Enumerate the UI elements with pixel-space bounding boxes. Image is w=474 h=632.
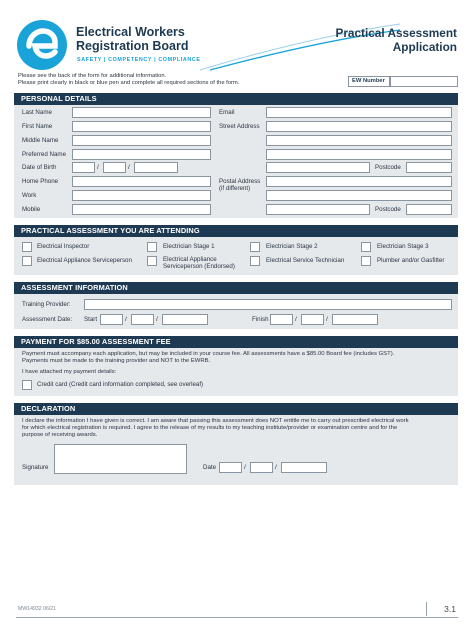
page-number: 3.1 — [426, 602, 458, 616]
first-name-field[interactable] — [72, 121, 211, 132]
start-year-field[interactable] — [162, 314, 208, 325]
postal-if-different-label: (if different) — [219, 185, 251, 192]
payment-line1: Payment must accompany each application, but may be included in your course fee. All assessments have a $85.00 Board fee (includes GST). — [22, 351, 395, 357]
declaration-slash-1: / — [244, 464, 246, 471]
mobile-label: Mobile — [22, 206, 41, 213]
form-title-line1: Practical Assessment — [335, 26, 457, 40]
street-address-field-4[interactable] — [266, 162, 370, 173]
signature-field[interactable] — [54, 444, 187, 474]
start-slash-1: / — [125, 316, 127, 323]
option-electrician-stage-1: Electrician Stage 1 — [163, 243, 215, 250]
last-name-label: Last Name — [22, 109, 52, 116]
dob-month-field[interactable] — [103, 162, 126, 173]
checkbox-appliance-serviceperson-endorsed[interactable] — [147, 256, 157, 266]
checkbox-credit-card[interactable] — [22, 380, 32, 390]
street-address-field-2[interactable] — [266, 135, 452, 146]
middle-name-field[interactable] — [72, 135, 211, 146]
declaration-line2: for which electrical registration is required. I agree to the release of my results to my teaching institute/provider or examination centre and for the — [22, 425, 398, 431]
street-address-label: Street Address — [219, 123, 260, 130]
org-name-line1: Electrical Workers — [76, 25, 185, 39]
street-address-field-1[interactable] — [266, 121, 452, 132]
email-field[interactable] — [266, 107, 452, 118]
postal-address-field-3[interactable] — [266, 204, 370, 215]
form-code: MW14932 06/21 — [18, 606, 57, 612]
email-label: Email — [219, 109, 235, 116]
intro-line1: Please see the back of the form for additional information. — [18, 73, 167, 79]
option-electrician-stage-2: Electrician Stage 2 — [266, 243, 318, 250]
dob-slash-1: / — [97, 164, 99, 171]
dob-day-field[interactable] — [72, 162, 95, 173]
postcode-label: Postcode — [375, 164, 401, 171]
postal-address-label: Postal Address — [219, 178, 261, 185]
section-assessment-type-header: PRACTICAL ASSESSMENT YOU ARE ATTENDING — [14, 225, 458, 237]
section-personal-details-header: PERSONAL DETAILS — [14, 93, 458, 105]
start-label: Start — [84, 316, 98, 323]
start-day-field[interactable] — [100, 314, 123, 325]
start-slash-2: / — [156, 316, 158, 323]
dob-label: Date of Birth — [22, 164, 57, 171]
dob-slash-2: / — [128, 164, 130, 171]
finish-year-field[interactable] — [332, 314, 378, 325]
section-declaration-header: DECLARATION — [14, 403, 458, 415]
form-title-line2: Application — [392, 40, 457, 54]
finish-label: Finish — [252, 316, 269, 323]
payment-attached-label: I have attached my payment details: — [22, 369, 117, 375]
checkbox-electrical-inspector[interactable] — [22, 242, 32, 252]
finish-slash-1: / — [295, 316, 297, 323]
ew-number-field[interactable] — [390, 76, 458, 87]
checkbox-service-technician[interactable] — [250, 256, 260, 266]
checkbox-electrician-stage-1[interactable] — [147, 242, 157, 252]
checkbox-appliance-serviceperson[interactable] — [22, 256, 32, 266]
first-name-label: First Name — [22, 123, 53, 130]
preferred-name-label: Preferred Name — [22, 151, 67, 158]
declaration-month-field[interactable] — [250, 462, 273, 473]
work-phone-label: Work — [22, 192, 37, 199]
street-address-field-3[interactable] — [266, 149, 452, 160]
postcode-field[interactable] — [406, 162, 452, 173]
logo — [16, 19, 68, 71]
finish-month-field[interactable] — [301, 314, 324, 325]
declaration-day-field[interactable] — [219, 462, 242, 473]
work-phone-field[interactable] — [72, 190, 211, 201]
postcode2-field[interactable] — [406, 204, 452, 215]
checkbox-plumber-gasfitter[interactable] — [361, 256, 371, 266]
home-phone-field[interactable] — [72, 176, 211, 187]
declaration-date-label: Date — [203, 464, 217, 471]
postcode2-label: Postcode — [375, 206, 401, 213]
last-name-field[interactable] — [72, 107, 211, 118]
mobile-field[interactable] — [72, 204, 211, 215]
section-assessment-info-header: ASSESSMENT INFORMATION — [14, 282, 458, 294]
org-name-line2: Registration Board — [76, 39, 189, 53]
option-appliance-serviceperson: Electrical Appliance Serviceperson — [37, 257, 132, 264]
declaration-line1: I declare the information I have given is correct. I am aware that passing this assessment does NOT entitle me to carry out prescribed electrical work — [22, 418, 409, 424]
option-electrical-inspector: Electrical Inspector — [37, 243, 90, 250]
payment-line2: Payments must be made to the training provider and NOT to the EWRB. — [22, 358, 211, 364]
option-service-technician: Electrical Service Technician — [266, 257, 345, 264]
credit-card-label: Credit card (Credit card information completed, see overleaf) — [37, 381, 204, 388]
middle-name-label: Middle Name — [22, 137, 59, 144]
signature-label: Signature — [22, 464, 49, 471]
start-month-field[interactable] — [131, 314, 154, 325]
declaration-slash-2: / — [275, 464, 277, 471]
option-electrician-stage-3: Electrician Stage 3 — [377, 243, 429, 250]
ew-number-label: EW Number — [348, 76, 390, 87]
finish-slash-2: / — [326, 316, 328, 323]
postal-address-field-1[interactable] — [266, 176, 452, 187]
declaration-line3: purpose of receiving awards. — [22, 432, 98, 438]
training-provider-label: Training Provider: — [22, 301, 71, 308]
org-tagline: SAFETY | COMPETENCY | COMPLIANCE — [77, 57, 201, 63]
declaration-year-field[interactable] — [281, 462, 327, 473]
home-phone-label: Home Phone — [22, 178, 59, 185]
postal-address-field-2[interactable] — [266, 190, 452, 201]
option-plumber-gasfitter: Plumber and/or Gasfitter — [377, 257, 445, 264]
checkbox-electrician-stage-3[interactable] — [361, 242, 371, 252]
finish-day-field[interactable] — [270, 314, 293, 325]
option-appliance-endorsed-line1: Electrical Appliance — [163, 256, 217, 263]
preferred-name-field[interactable] — [72, 149, 211, 160]
ewrb-logo-icon — [16, 19, 68, 71]
training-provider-field[interactable] — [84, 299, 452, 310]
dob-year-field[interactable] — [134, 162, 178, 173]
footer-rule — [16, 617, 458, 618]
intro-line2: Please print clearly in black or blue pen and complete all required sections of the form. — [18, 80, 240, 86]
option-appliance-endorsed-line2: Serviceperson (Endorsed) — [163, 263, 235, 270]
section-payment-header: PAYMENT FOR $85.00 ASSESSMENT FEE — [14, 336, 458, 348]
checkbox-electrician-stage-2[interactable] — [250, 242, 260, 252]
assessment-date-label: Assessment Date: — [22, 316, 73, 323]
